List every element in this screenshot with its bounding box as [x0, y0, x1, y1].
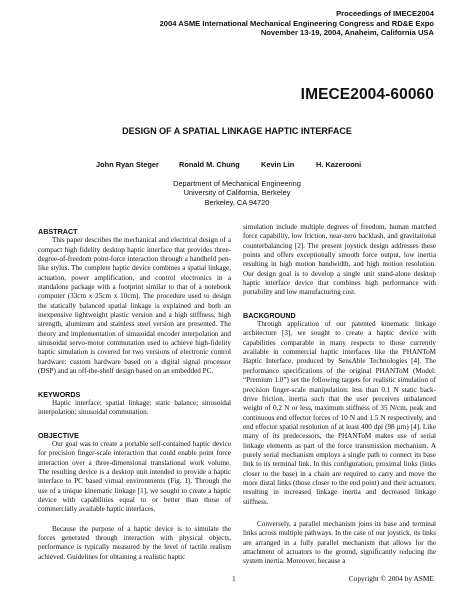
header-line-1: Proceedings of IMECE2004 [336, 9, 434, 18]
affiliation-line-1: Department of Mechanical Engineering [173, 179, 301, 188]
page-number: 1 [232, 574, 236, 583]
objective-heading: OBJECTIVE [38, 430, 79, 440]
affiliation-line-3: Berkeley, CA 94720 [204, 197, 270, 207]
affiliation-line-2: University of California, Berkeley [183, 188, 291, 198]
abstract-text: This paper describes the mechanical and electrical design of a compact high fidelity desktop haptic interface that provides three-degree-of-freedom point-force interaction through a handheld pen-like stylus. The complete haptic device combines a spatial linkage, actuation, power amplification, and control electronics in a standalone package with a footprint similar to that of a notebook computer (33cm x 25cm x 10cm). The procedure used to design the statically balanced spatial linkage is explained and both an inexpensive lightweight plastic version and a high stiffness, high strength, aluminum and stainless steel version are presented. The theory and implementation of sinusoidal encoder interpolation and sinusoidal servo-motor commutation used to achieve high-fidelity haptic simulation is covered for two versions of electronic control hardware: custom hardware based on a digital signal processor (DSP) and an off-the-shelf design based on an embedded PC. [38, 236, 231, 376]
author-4: H. Kazerooni [316, 160, 362, 169]
background-paragraph-2: Conversely, a parallel mechanism joins its base and terminal links across multiple pathways. In the case of our joystick, its links are arranged in a fully parallel mechanism that allows for the attachment of actuators to the ground, significantly reducing the system inertia. Moreover, because a [243, 519, 436, 566]
objective-paragraph-2: Because the purpose of a haptic device is to simulate the forces generated through interaction with physical objects, performance is typically measured by the level of tactile realism achieved. Guidelines for obtaining a realistic haptic [38, 524, 231, 561]
abstract-heading: ABSTRACT [38, 227, 78, 236]
keywords-heading: KEYWORDS [38, 389, 81, 399]
header-line-2: 2004 ASME International Mechanical Engineering Congress and RD&E Expo [159, 18, 434, 28]
proceedings-header [160, 9, 434, 38]
objective-paragraph-1: Our goal was to create a portable self-contained haptic device for precision finger-scale interaction that could enable point force interaction over a three-dimensional translational work volume. The resulting device is a desktop unit intended to provide a haptic interface to PC based virtual environments (Fig. 1). Through the use of a unique kinematic linkage [1], we sought to create a haptic device with capabilities equal to or better than those of commercially available haptic interfaces. [38, 439, 231, 514]
objective-continued-text: simulation include multiple degrees of freedom, human matched force capability, low friction, near-zero backlash, and gravitational counterbalancing [2]. The present joystick design addresses these points and offers exceptionally smooth force output, low inertia resulting in high motion bandwidth, and high motion resolution. Our design goal is to develop a single unit stand-alone desktop haptic interface device that combines high performance with portability and low manufacturing cost. [243, 223, 436, 297]
right-column [243, 223, 436, 567]
author-2: Ronald M. Chung [179, 160, 240, 169]
copyright-notice: Copyright © 2004 by ASME [348, 574, 434, 583]
affiliation [0, 179, 474, 207]
background-heading: BACKGROUND [243, 310, 296, 320]
background-paragraph-1: Through application of our patented kinematic linkage architecture [3], we sought to create a haptic device with capabilities comparable in many respects to those currently available in commercial haptic interfaces like the PHANToM Haptic Interface, produced by SensAble Technologies [4]. The performance specifications of the original PHANToM (Model: “Premium 1.0”) set the following targets for realistic simulation of precision finger-scale manipulation: less than 0.1 N static back-drive friction, inertia such that the user perceives unbalanced weight of 0.2 N or less, maximum stiffness of 35 N/cm, peak and continuous end effector forces of 10 N and 1.5 N respectively, and end effector spatial resolution of at least 400 dpi (98 µm) [4]. Like many of its predecessors, the PHANToM makes use of serial linkage elements as part of the force transmission mechanism. A purely serial mechanism employs a single path to connect its base link to its terminal link. In this configuration, proximal links (links closer to the base) in a chain are required to carry and move the more distal links (those closer to the end point) and their actuators, resulting in increased linkage inertia and decreased linkage stiffness. [243, 320, 436, 506]
paper-id: IMECE2004-60060 [300, 86, 434, 103]
author-1: John Ryan Steger [96, 160, 159, 169]
author-3: Kevin Lin [261, 160, 295, 169]
header-line-3: November 13-19, 2004, Anaheim, California USA [260, 28, 434, 38]
paper-title: DESIGN OF A SPATIAL LINKAGE HAPTIC INTERFACE [122, 126, 352, 136]
keywords-text: Haptic interface; spatial linkage; static balance; sinusoidal interpolation; sinusoidal commutation. [38, 398, 231, 417]
left-column [38, 227, 231, 562]
